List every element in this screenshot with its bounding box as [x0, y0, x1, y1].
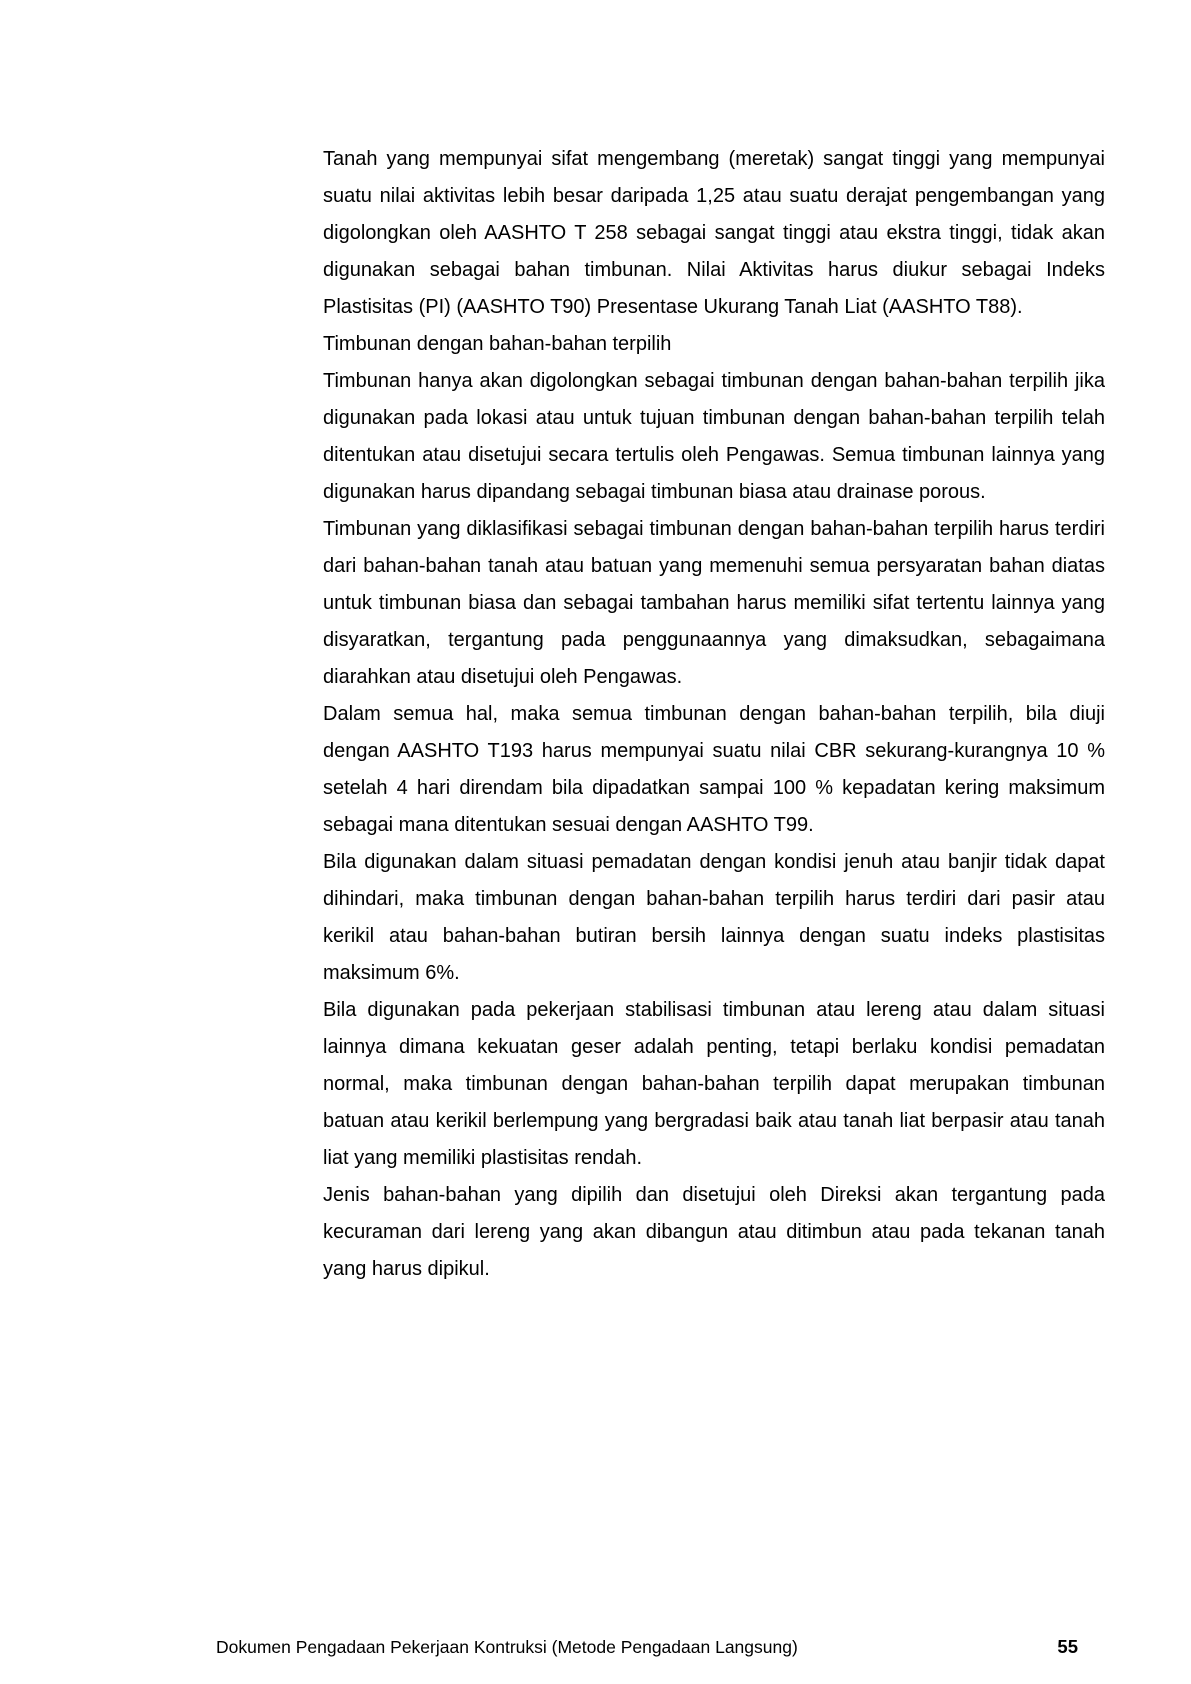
paragraph-saturated-condition: Bila digunakan dalam situasi pemadatan dengan kondisi jenuh atau banjir tidak dapat dihindari, maka timbunan dengan bahan-bahan terpilih harus terdiri dari pasir atau kerikil atau bahan-bahan butiran bersih lainnya dengan suatu indeks plastisitas maksimum 6%.	[323, 851, 1105, 984]
page-body	[323, 141, 1105, 1288]
paragraph-fill-classification: Timbunan hanya akan digolongkan sebagai timbunan dengan bahan-bahan terpilih jika digunakan pada lokasi atau untuk tujuan timbunan dengan bahan-bahan terpilih telah ditentukan atau disetujui secara tertulis oleh Pengawas. Semua timbunan lainnya yang digunakan harus dipandang sebagai timbunan biasa atau drainase porous.	[323, 370, 1105, 503]
page-footer	[216, 1636, 1078, 1658]
paragraph-cbr-requirement: Dalam semua hal, maka semua timbunan dengan bahan-bahan terpilih, bila diuji dengan AASHTO T193 harus mempunyai suatu nilai CBR sekurang-kurangnya 10 % setelah 4 hari direndam bila dipadatkan sampai 100 % kepadatan kering maksimum sebagai mana ditentukan sesuai dengan AASHTO T99.	[323, 703, 1105, 836]
footer-document-title: Dokumen Pengadaan Pekerjaan Kontruksi (Metode Pengadaan Langsung)	[216, 1637, 798, 1657]
paragraph-fill-requirements: Timbunan yang diklasifikasi sebagai timbunan dengan bahan-bahan terpilih harus terdiri dari bahan-bahan tanah atau batuan yang memenuhi semua persyaratan bahan diatas untuk timbunan biasa dan sebagai tambahan harus memiliki sifat tertentu lainnya yang disyaratkan, tergantung pada penggunaannya yang dimaksudkan, sebagaimana diarahkan atau disetujui oleh Pengawas.	[323, 518, 1105, 688]
paragraph-slope-stabilization: Bila digunakan pada pekerjaan stabilisasi timbunan atau lereng atau dalam situasi lainnya dimana kekuatan geser adalah penting, tetapi berlaku kondisi pemadatan normal, maka timbunan dengan bahan-bahan terpilih dapat merupakan timbunan batuan atau kerikil berlempung yang bergradasi baik atau tanah liat berpasir atau tanah liat yang memiliki plastisitas rendah.	[323, 999, 1105, 1169]
page-number: 55	[1057, 1636, 1078, 1657]
paragraph-heading-selected-fill: Timbunan dengan bahan-bahan terpilih	[323, 333, 672, 355]
paragraph-expansive-soil: Tanah yang mempunyai sifat mengembang (meretak) sangat tinggi yang mempunyai suatu nilai aktivitas lebih besar daripada 1,25 atau suatu derajat pengembangan yang digolongkan oleh AASHTO T 258 sebagai sangat tinggi atau ekstra tinggi, tidak akan digunakan sebagai bahan timbunan. Nilai Aktivitas harus diukur sebagai Indeks Plastisitas (PI) (AASHTO T90) Presentase Ukurang Tanah Liat (AASHTO T88).	[323, 148, 1105, 318]
paragraph-material-selection: Jenis bahan-bahan yang dipilih dan disetujui oleh Direksi akan tergantung pada kecuraman dari lereng yang akan dibangun atau ditimbun atau pada tekanan tanah yang harus dipikul.	[323, 1184, 1105, 1280]
